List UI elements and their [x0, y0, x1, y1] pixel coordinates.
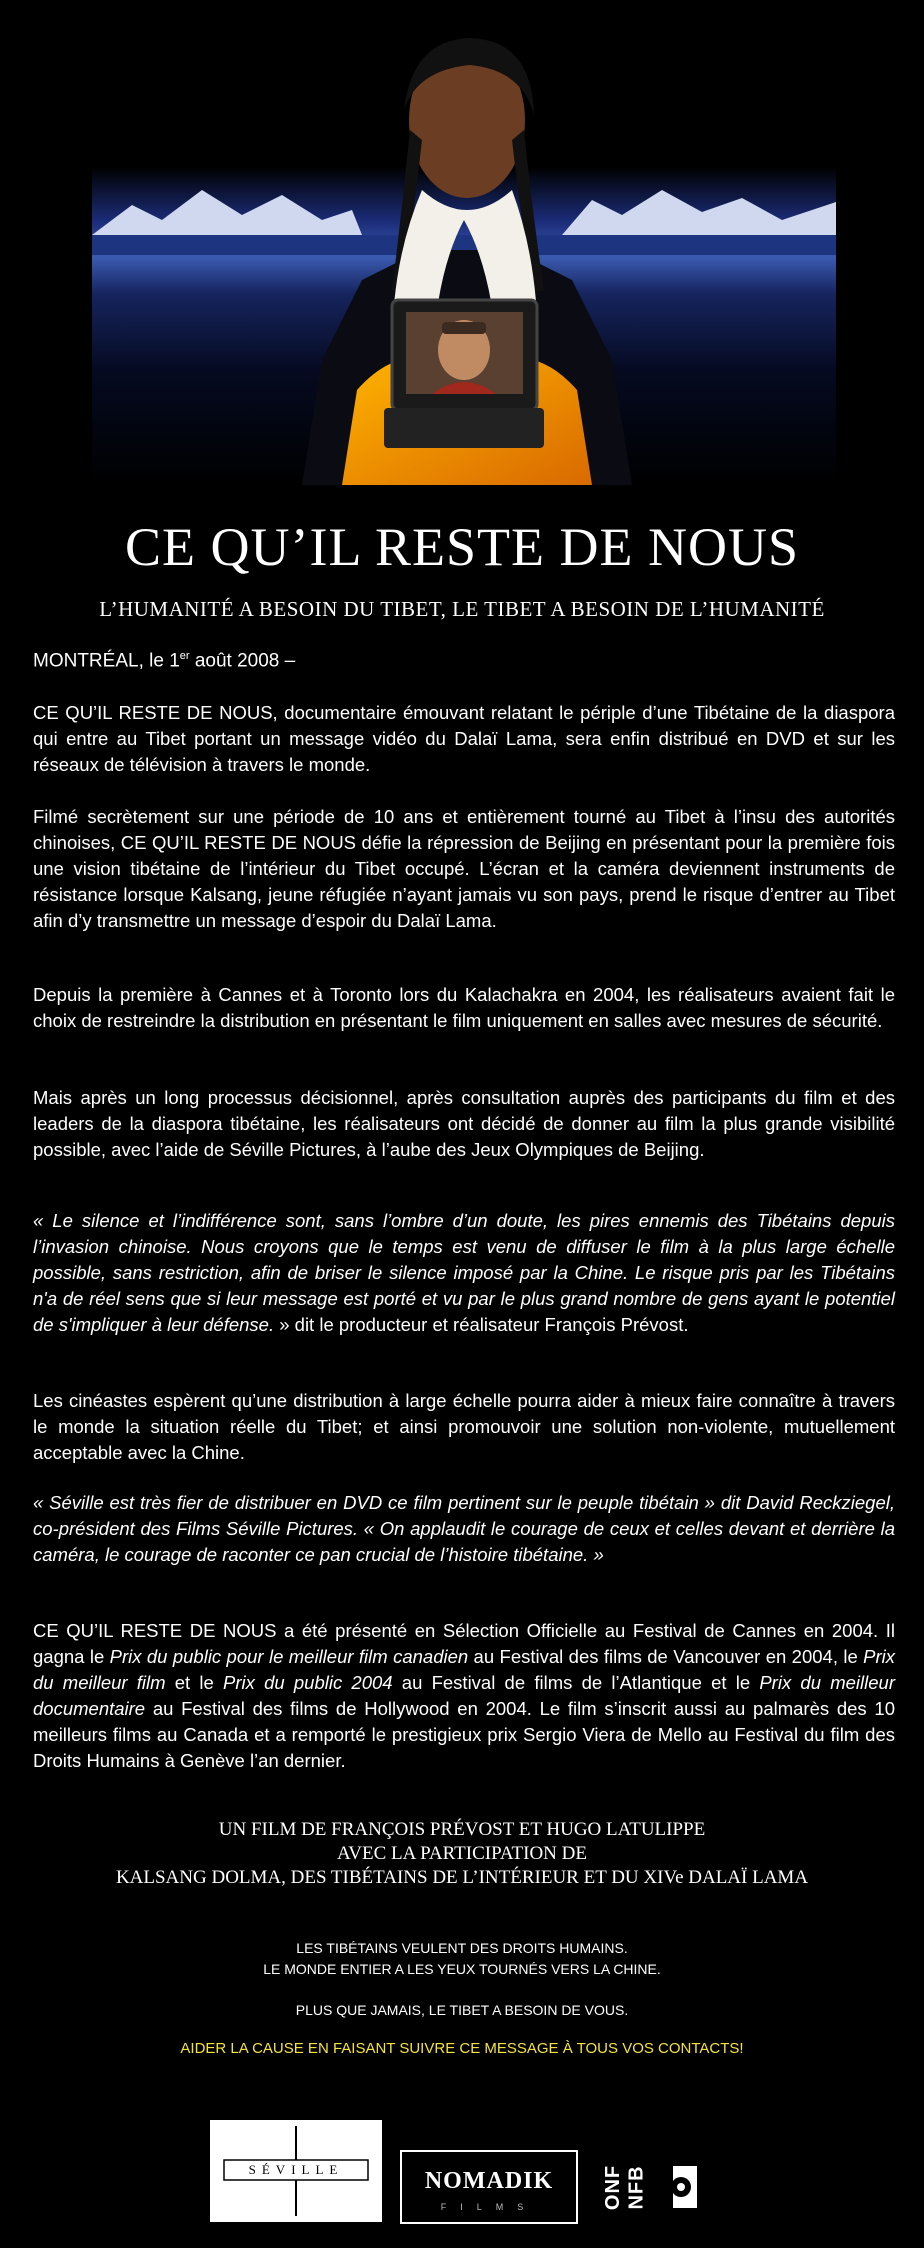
- film-credits: [0, 1818, 924, 1890]
- dateline-text: MONTRÉAL, le 1: [33, 650, 180, 672]
- nomadik-logo: [400, 2150, 578, 2224]
- document-subtitle: L’HUMANITÉ A BESOIN DU TIBET, LE TIBET A BESOIN DE L’HUMANITÉ: [99, 597, 825, 621]
- nfb-text: NFB: [625, 2165, 648, 2210]
- award-name: Prix du public pour le meilleur film canadien: [109, 1646, 469, 1667]
- awards-text: et le: [165, 1672, 224, 1693]
- nomadik-logo-subtext: FILMS: [440, 2202, 538, 2212]
- seville-logo: [210, 2120, 382, 2222]
- poster-image: [92, 30, 836, 485]
- poster-illustration: [92, 30, 836, 485]
- seville-logo-text: SÉVILLE: [248, 2162, 344, 2177]
- dateline-text-end: août 2008 –: [189, 650, 296, 672]
- awards-text: CE QU’IL RESTE DE NOUS a été présenté en Sélection Officielle au Festival de Cannes en 2004. Il gagna le: [33, 1620, 895, 1667]
- onf-text: ONF: [602, 2164, 625, 2211]
- slogan-line: PLUS QUE JAMAIS, LE TIBET A BESOIN DE VOUS.: [295, 2002, 629, 2018]
- document-title: CE QU’IL RESTE DE NOUS: [125, 517, 799, 577]
- award-name: Prix du public 2004: [223, 1672, 393, 1693]
- dateline-sup: er: [179, 650, 190, 662]
- dateline: [33, 650, 295, 672]
- paragraph-intro: CE QU’IL RESTE DE NOUS, documentaire émouvant relatant le périple d’une Tibétaine de la diaspora qui entre au Tibet portant un message vidéo du Dalaï Lama, sera enfin distribué en DVD et sur les réseaux de télévision à travers le monde.: [33, 702, 895, 775]
- paragraph-awards: [33, 1618, 895, 1774]
- paragraph-premiere: Depuis la première à Cannes et à Toronto lors du Kalachakra en 2004, les réalisateurs avaient fait le choix de restreindre la distribution en présentant le film uniquement en salles avec mesures de sécurité.: [33, 984, 895, 1031]
- slogan-line: LE MONDE ENTIER A LES YEUX TOURNÉS VERS LA CHINE.: [263, 1961, 661, 1977]
- credits-line: KALSANG DOLMA, DES TIBÉTAINS DE L’INTÉRIEUR ET DU XIVe DALAÏ LAMA: [115, 1867, 809, 1888]
- producer-quote: « Le silence et l’indifférence sont, sans l’ombre d’un doute, les pires ennemis des Tibétains depuis l’invasion chinoise. Nous croyons que le temps est venu de diffuser le film à la plus large échelle possible, sans restriction, afin de briser le silence imposé par la Chine. Le risque pris par les Tibétains n'a de réel sens que si leur message est porté et vu par le plus grand nombre de gens ayant le potentiel de s'impliquer à leur défense.: [33, 1210, 895, 1335]
- awards-text: au Festival des films de Hollywood en 2004. Le film s’inscrit aussi au palmarès des 10 meilleurs films au Canada et a remporté le prestigieux prix Sergio Viera de Mello au Festival du film des Droits Humains à Genève l’an dernier.: [33, 1698, 895, 1771]
- nomadik-logo-text: NOMADIK: [424, 2168, 554, 2194]
- paragraph-decision: Mais après un long processus décisionnel, après consultation auprès des participants du film et des leaders de la diaspora tibétaine, les réalisateurs ont décidé de donner au film la plus grande visibilité possible, avec l’aide de Séville Pictures, à l’aube des Jeux Olympiques de Beijing.: [33, 1087, 895, 1160]
- credits-line: UN FILM DE FRANÇOIS PRÉVOST ET HUGO LATULIPPE: [218, 1819, 706, 1840]
- onf-nfb-logo: [595, 2150, 705, 2224]
- call-to-action: AIDER LA CAUSE EN FAISANT SUIVRE CE MESSAGE À TOUS VOS CONTACTS!: [180, 2040, 744, 2057]
- awards-text: au Festival de films de l’Atlantique et le: [392, 1672, 760, 1693]
- paragraph-producer-quote: [33, 1208, 895, 1338]
- nfb-eye-icon: [661, 2164, 701, 2210]
- awards-text: au Festival des films de Vancouver en 2004, le: [468, 1646, 864, 1667]
- paragraph-filming: Filmé secrètement sur une période de 10 ans et entièrement tourné au Tibet à l’insu des autorités chinoises, CE QU’IL RESTE DE NOUS défie la répression de Beijing en présentant pour la première fois une vision tibétaine de l’intérieur du Tibet occupé. L’écran et la caméra deviennent instruments de résistance lorsque Kalsang, jeune réfugiée n’ayant jamais vu son pays, prend le risque d’entrer au Tibet afin d’y transmettre un message d’espoir du Dalaï Lama.: [33, 806, 895, 931]
- producer-attribution: » dit le producteur et réalisateur François Prévost.: [274, 1314, 689, 1335]
- award-name: Prix du meilleur film: [33, 1646, 896, 1693]
- slogan-line: LES TIBÉTAINS VEULENT DES DROITS HUMAINS.: [296, 1940, 628, 1956]
- paragraph-seville-quote: « Séville est très fier de distribuer en DVD ce film pertinent sur le peuple tibétain » dit David Reckziegel, co-président des Films Séville Pictures. « On applaudit le courage de ceux et celles devant et derrière la caméra, le courage de raconter ce pan crucial de l’histoire tibétaine. »: [33, 1492, 895, 1565]
- credits-line: AVEC LA PARTICIPATION DE: [337, 1843, 587, 1864]
- slogans: [0, 1938, 924, 2021]
- award-name: Prix du meilleur documentaire: [33, 1672, 895, 1719]
- paragraph-filmmakers-hope: Les cinéastes espèrent qu’une distribution à large échelle pourra aider à mieux faire connaître à travers le monde la situation réelle du Tibet; et ainsi promouvoir une solution non-violente, mutuellement acceptable avec la Chine.: [33, 1390, 895, 1463]
